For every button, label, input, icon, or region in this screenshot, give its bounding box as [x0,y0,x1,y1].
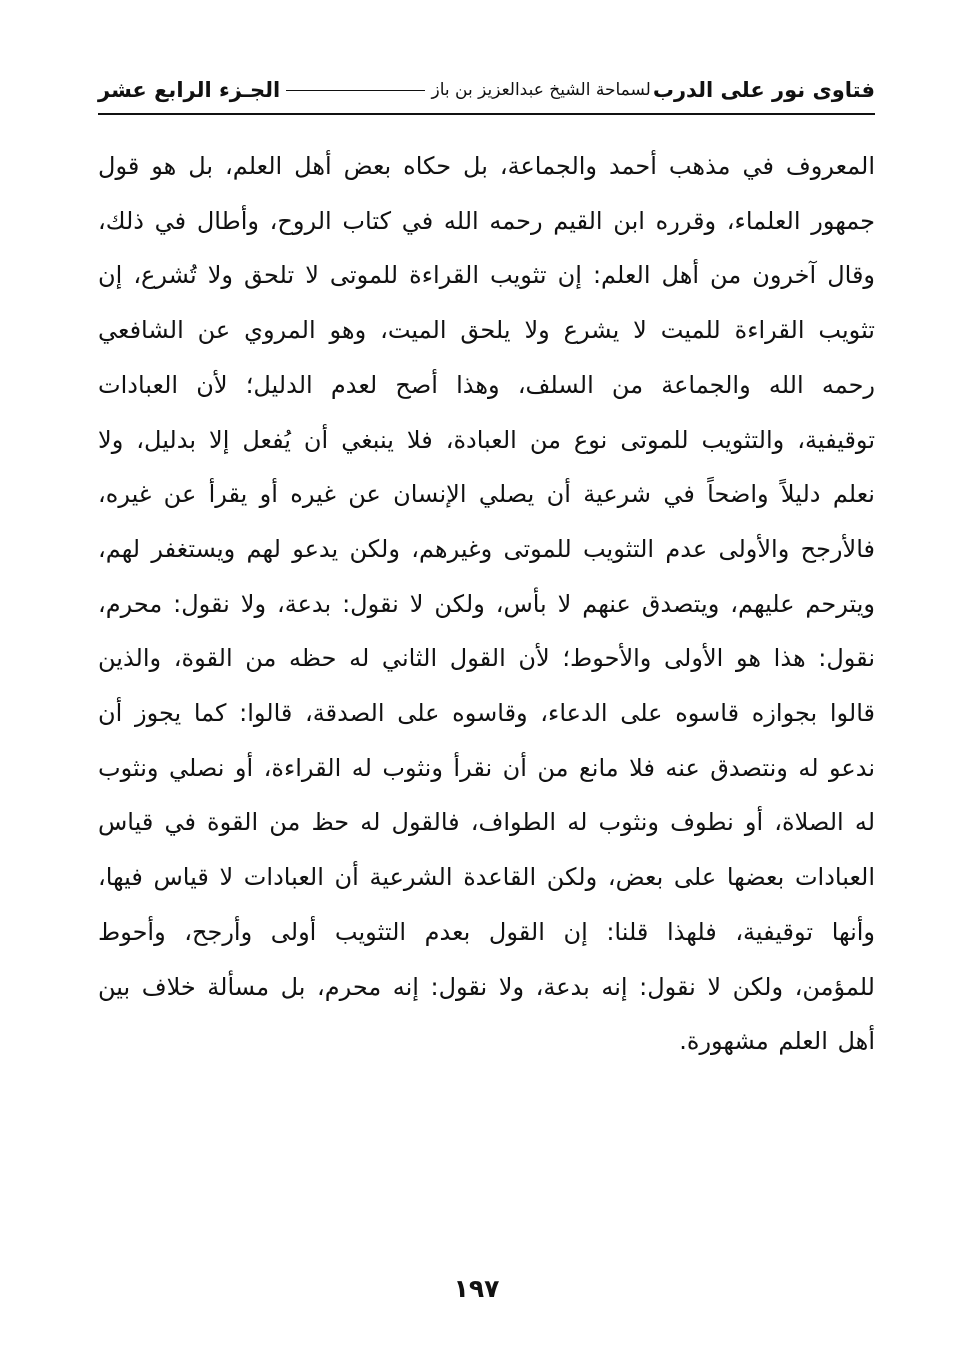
volume-title: الجـزء الرابع عشر [98,78,281,102]
author-name: لسماحة الشيخ عبدالعزيز بن باز [431,80,651,100]
header-dash-rule [286,90,425,91]
running-header [98,74,875,106]
author-line [280,80,653,100]
body-paragraph: المعروف في مذهب أحمد والجماعة، بل حكاه بعض أهل العلم، بل هو قول جمهور العلماء، وقرره ابن القيم رحمه الله في كتاب الروح، وأطال في ذلك، وقال آخرون من أهل العلم: إن تثويب القراءة للموتى لا تلحق ولا تُشرع، إن تثويب القراءة للميت لا يشرع ولا يلحق الميت، وهو المروي عن الشافعي رحمه الله والجماعة من السلف، وهذا أصح لعدم الدليل؛ لأن العبادات توقيفية، والتثويب للموتى نوع من العبادة، فلا ينبغي أن يُفعل إلا بدليل، ولا نعلم دليلاً واضحاً في شرعية أن يصلي الإنسان عن غيره أو يقرأ عن غيره، فالأرجح والأولى عدم التثويب للموتى وغيرهم، ولكن يدعو لهم ويستغفر لهم، ويترحم عليهم، ويتصدق عنهم لا بأس، ولكن لا نقول: بدعة، ولا نقول: محرم، نقول: هذا هو الأولى والأحوط؛ لأن القول الثاني له حظه من القوة، والذين قالوا بجوازه قاسوه على الدعاء، وقاسوه على الصدقة، قالوا: كما يجوز أن ندعو له ونتصدق عنه فلا مانع من أن نقرأ ونثوب له القراءة، أو نصلي ونثوب له الصلاة، أو نطوف ونثوب له الطواف، فالقول له حظ من القوة في قياس العبادات بعضها على بعض، ولكن القاعدة الشرعية أن العبادات لا قياس فيها، وأنها توقيفية، فلهذا قلنا: إن القول بعدم التثويب أولى وأرجح، وأحوط للمؤمن، ولكن لا نقول: إنه بدعة، ولا نقول: إنه محرم، بل مسألة خلاف بين أهل العلم مشهورة. [98,152,875,1056]
book-title: فتاوى نور على الدرب [652,78,875,102]
page-number: ١٩٧ [453,1274,500,1303]
header-divider [98,113,875,115]
